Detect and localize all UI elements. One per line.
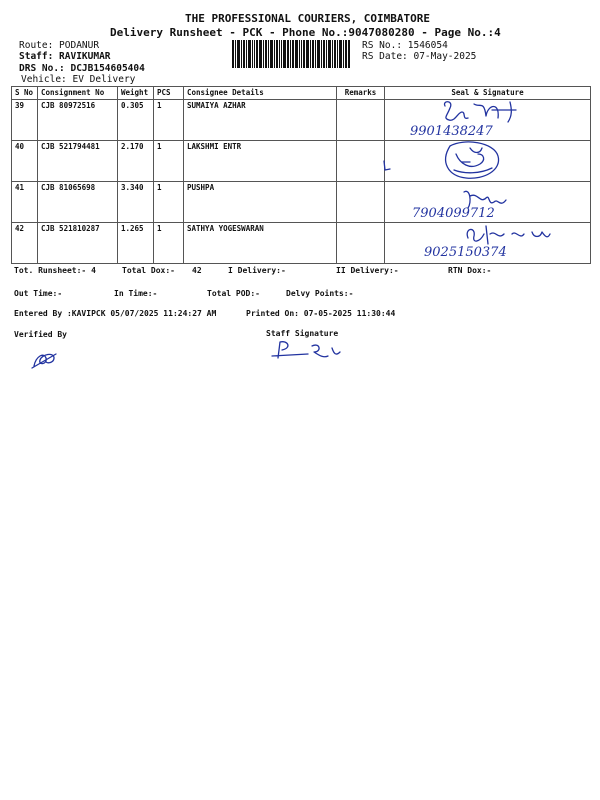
cell-remarks xyxy=(337,141,385,182)
cell-sno: 39 xyxy=(12,100,38,141)
barcode-image xyxy=(232,40,350,68)
total-pod: Total POD:- xyxy=(207,289,260,298)
cell-consignee: SATHYA YOGESWARAN xyxy=(184,223,337,264)
tot-runsheet: Tot. Runsheet:- 4 xyxy=(14,266,96,275)
drs-number: DRS No.: DCJB154605404 xyxy=(19,63,145,74)
cell-pcs: 1 xyxy=(154,141,184,182)
cell-sno: 40 xyxy=(12,141,38,182)
cell-weight: 2.170 xyxy=(118,141,154,182)
staff-signature-label: Staff Signature xyxy=(266,329,339,338)
col-pcs: PCS xyxy=(154,87,184,100)
cell-pcs: 1 xyxy=(154,182,184,223)
in-time: In Time:- xyxy=(114,289,158,298)
cell-weight: 3.340 xyxy=(118,182,154,223)
tick-mark-row2 xyxy=(380,158,394,174)
cell-remarks xyxy=(337,182,385,223)
cell-pcs: 1 xyxy=(154,223,184,264)
cell-weight: 1.265 xyxy=(118,223,154,264)
signature-phone-1: 9901438247 xyxy=(410,124,493,139)
cell-sno: 42 xyxy=(12,223,38,264)
ii-delivery: II Delivery:- xyxy=(336,266,399,275)
staff-signature-scribble xyxy=(268,338,344,364)
out-time: Out Time:- xyxy=(14,289,63,298)
col-seal-signature: Seal & Signature xyxy=(385,87,591,100)
total-dox-value: 42 xyxy=(192,266,202,275)
verified-by-signature xyxy=(30,348,60,370)
cell-consignee: SUMAIYA AZHAR xyxy=(184,100,337,141)
col-sno: S No xyxy=(12,87,38,100)
seal-row2-stamp xyxy=(440,140,510,182)
cell-consignment: CJB 521810287 xyxy=(38,223,118,264)
i-delivery: I Delivery:- xyxy=(228,266,286,275)
vehicle-label: Vehicle: EV Delivery xyxy=(21,74,136,85)
signature-phone-4: 9025150374 xyxy=(424,245,507,260)
rtn-dox: RTN Dox:- xyxy=(448,266,492,275)
entered-by: Entered By :KAVIPCK 05/07/2025 11:24:27 AM xyxy=(14,309,217,318)
runsheet-subtitle: Delivery Runsheet - PCK - Phone No.:9047080280 - Page No.:4 xyxy=(110,26,501,39)
cell-consignment: CJB 80972516 xyxy=(38,100,118,141)
col-weight: Weight xyxy=(118,87,154,100)
cell-weight: 0.305 xyxy=(118,100,154,141)
cell-consignment: CJB 521794481 xyxy=(38,141,118,182)
rs-date: RS Date: 07-May-2025 xyxy=(362,51,477,62)
signature-phone-3: 7904099712 xyxy=(412,206,495,221)
cell-consignee: LAKSHMI ENTR xyxy=(184,141,337,182)
cell-sno: 41 xyxy=(12,182,38,223)
total-dox-label: Total Dox:- xyxy=(122,266,175,275)
cell-consignment: CJB 81065698 xyxy=(38,182,118,223)
col-remarks: Remarks xyxy=(337,87,385,100)
cell-consignee: PUSHPA xyxy=(184,182,337,223)
staff-label: Staff: RAVIKUMAR xyxy=(19,51,111,62)
delvy-points: Delvy Points:- xyxy=(286,289,354,298)
cell-pcs: 1 xyxy=(154,100,184,141)
cell-remarks xyxy=(337,100,385,141)
rs-number: RS No.: 1546054 xyxy=(362,40,448,51)
route-label: Route: PODANUR xyxy=(19,40,100,51)
printed-on: Printed On: 07-05-2025 11:30:44 xyxy=(246,309,396,318)
col-consignee: Consignee Details xyxy=(184,87,337,100)
cell-remarks xyxy=(337,223,385,264)
company-title: THE PROFESSIONAL COURIERS, COIMBATORE xyxy=(185,12,431,25)
verified-by: Verified By xyxy=(14,330,67,339)
col-consignment: Consignment No xyxy=(38,87,118,100)
